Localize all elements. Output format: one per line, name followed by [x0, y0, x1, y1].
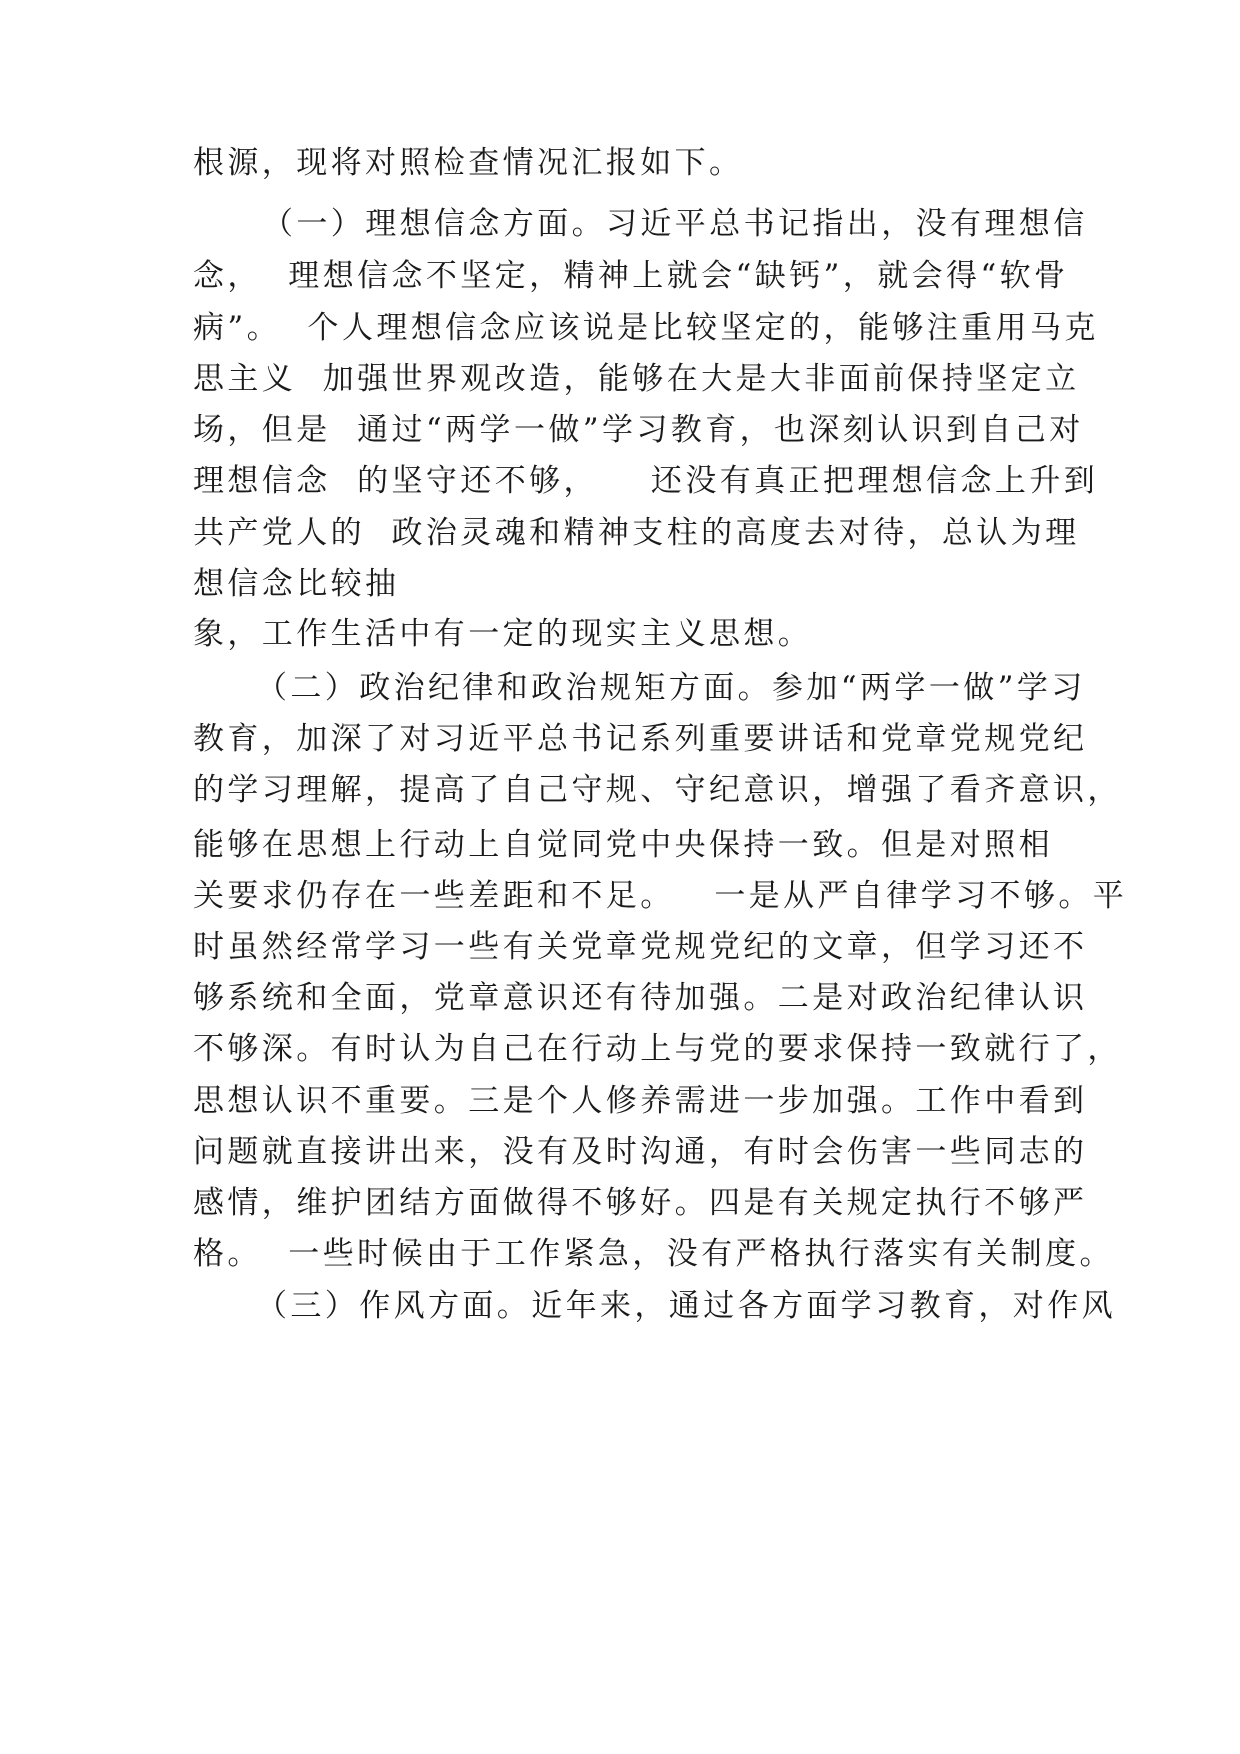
section-heading-line: （二）政治纪律和政治规矩方面。参加“两学一做”学习 [256, 670, 1086, 706]
text-line: 象，工作生活中有一定的现实主义思想。 [193, 616, 813, 652]
text-line: 时虽然经常学习一些有关党章党规党纪的文章，但学习还不 [193, 929, 1088, 965]
text-line: 问题就直接讲出来，没有及时沟通，有时会伤害一些同志的 [193, 1134, 1088, 1170]
section-heading-line: （三）作风方面。近年来，通过各方面学习教育，对作风 [256, 1288, 1116, 1324]
text-line: 病”。 个人理想信念应该说是比较坚定的，能够注重用马克 [193, 310, 1099, 346]
text-line: 根源，现将对照检查情况汇报如下。 [193, 145, 744, 181]
text-line: 格。 一些时候由于工作紧急，没有严格执行落实有关制度。 [193, 1236, 1114, 1272]
text-line: 思主义 加强世界观改造，能够在大是大非面前保持坚定立 [193, 361, 1080, 397]
section-heading-line: （一）理想信念方面。习近平总书记指出，没有理想信 [262, 206, 1088, 242]
text-line: 思想认识不重要。三是个人修养需进一步加强。工作中看到 [193, 1083, 1088, 1119]
text-line: 的学习理解，提高了自己守规、守纪意识，增强了看齐意识， [193, 772, 1122, 808]
text-line: 能够在思想上行动上自觉同党中央保持一致。但是对照相 [193, 827, 1053, 863]
text-line: 关要求仍存在一些差距和不足。 一是从严自律学习不够。平 [193, 878, 1128, 914]
text-line: 场，但是 通过“两学一做”学习教育，也深刻认识到自己对 [193, 412, 1084, 448]
text-line: 不够深。有时认为自己在行动上与党的要求保持一致就行了， [193, 1031, 1122, 1067]
text-line: 教育，加深了对习近平总书记系列重要讲话和党章党规党纪 [193, 721, 1088, 757]
text-line: 共产党人的 政治灵魂和精神支柱的高度去对待，总认为理 [193, 515, 1080, 551]
text-line: 感情，维护团结方面做得不够好。四是有关规定执行不够严 [193, 1185, 1088, 1221]
text-line: 念， 理想信念不坚定，精神上就会“缺钙”，就会得“软骨 [193, 258, 1069, 294]
text-line: 理想信念 的坚守还不够， 还没有真正把理想信念上升到 [193, 463, 1099, 499]
text-line: 想信念比较抽 [193, 566, 400, 602]
text-line: 够系统和全面，党章意识还有待加强。二是对政治纪律认识 [193, 980, 1088, 1016]
